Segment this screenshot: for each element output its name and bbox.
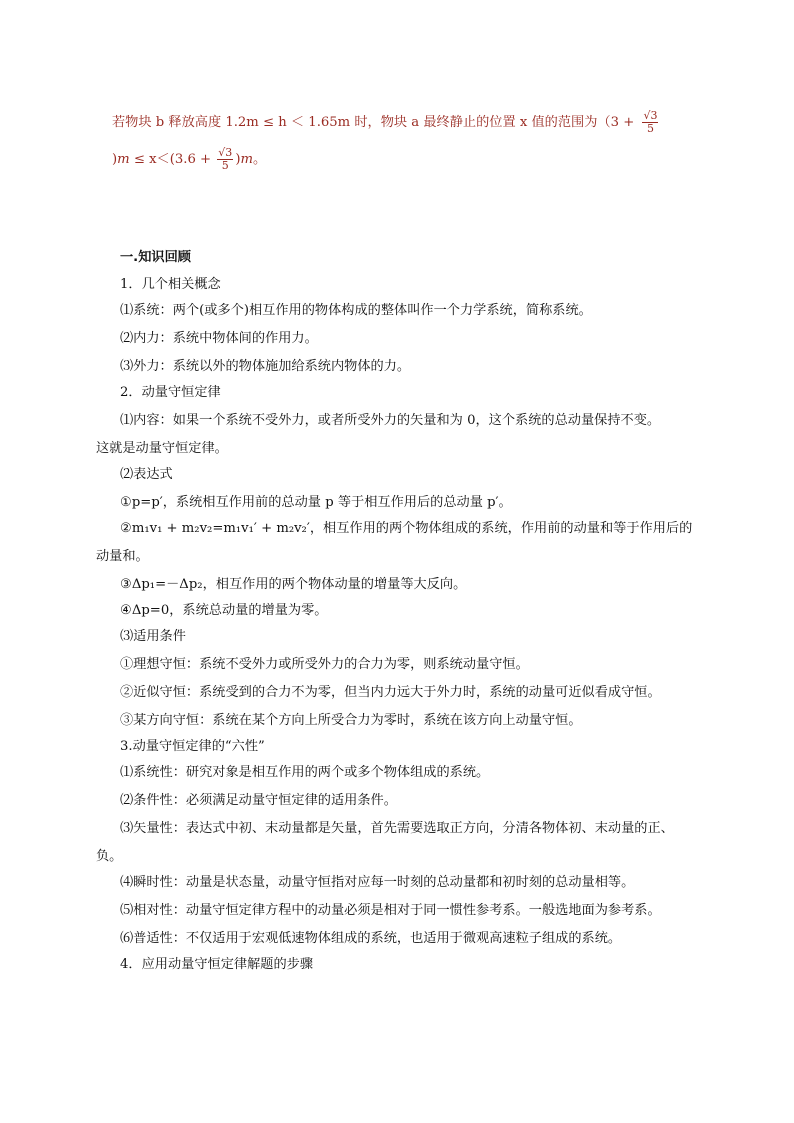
answer-range-text: ≤ x＜(3.6 + bbox=[129, 152, 212, 167]
sqrt3-over-5-fraction-2 bbox=[217, 147, 233, 172]
section-line: ⑴内容：如果一个系统不受外力，或者所受外力的矢量和为 0，这个系统的总动量保持不变。 bbox=[120, 413, 661, 428]
fraction-numerator: √3 bbox=[218, 146, 233, 159]
section-line: ④Δp=0，系统总动量的增量为零。 bbox=[120, 603, 328, 618]
section-line: 这就是动量守恒定律。 bbox=[96, 441, 228, 456]
fraction-denominator: 5 bbox=[646, 122, 654, 135]
section-line: ⑴系统：两个(或多个)相互作用的物体构成的整体叫作一个力学系统，简称系统。 bbox=[120, 303, 592, 318]
section-line: 3.动量守恒定律的“六性” bbox=[120, 739, 265, 754]
sqrt3-over-5-fraction-1 bbox=[642, 110, 658, 135]
answer-text-1: 若物块 b 释放高度 1.2m ≤ h ＜ 1.65m 时，物块 a 最终静止的位置 x 值的范围为（3 + bbox=[112, 115, 635, 130]
answer-line-2: )m ≤ x＜(3.6 + $\frac{√3}{5}$ )m。 bbox=[112, 146, 267, 172]
section-line: ③Δp₁=－Δp₂，相互作用的两个物体动量的增量等大反向。 bbox=[120, 577, 467, 592]
answer-end: 。 bbox=[252, 152, 267, 167]
section-line: ②m₁v₁ + m₂v₂=m₁v₁′ + m₂v₂′，相互作用的两个物体组成的系统，作用前的动量和等于作用后的 bbox=[120, 521, 693, 536]
section-line: 4．应用动量守恒定律解题的步骤 bbox=[120, 957, 314, 972]
answer-line-1 bbox=[112, 110, 660, 135]
section-line: ⑵表达式 bbox=[120, 467, 173, 482]
section-line: ①理想守恒：系统不受外力或所受外力的合力为零，则系统动量守恒。 bbox=[120, 657, 529, 672]
section-line: ②近似守恒：系统受到的合力不为零，但当内力远大于外力时，系统的动量可近似看成守恒。 bbox=[120, 685, 661, 700]
section-line: 1．几个相关概念 bbox=[120, 277, 221, 292]
section-line: ①p=p′，系统相互作用前的总动量 p 等于相互作用后的总动量 p′。 bbox=[120, 495, 512, 510]
section-line: ⑵内力：系统中物体间的作用力。 bbox=[120, 331, 318, 346]
section-line: ⑶适用条件 bbox=[120, 629, 186, 644]
section-title: 一.知识回顾 bbox=[120, 250, 191, 265]
answer-unit-m: m bbox=[117, 152, 130, 167]
section-line: ⑶矢量性：表达式中初、末动量都是矢量，首先需要选取正方向，分清各物体初、末动量的正、 bbox=[120, 821, 674, 836]
section-line: ③某方向守恒：系统在某个方向上所受合力为零时，系统在该方向上动量守恒。 bbox=[120, 713, 582, 728]
section-line: 动量和。 bbox=[96, 549, 149, 564]
section-line: ⑴系统性：研究对象是相互作用的两个或多个物体组成的系统。 bbox=[120, 765, 490, 780]
section-line: ⑸相对性：动量守恒定律方程中的动量必须是相对于同一惯性参考系。一般选地面为参考系。 bbox=[120, 903, 661, 918]
section-line: ⑶外力：系统以外的物体施加给系统内物体的力。 bbox=[120, 359, 411, 374]
section-line: 负。 bbox=[96, 849, 123, 864]
section-line: 2．动量守恒定律 bbox=[120, 385, 221, 400]
section-line: ⑷瞬时性：动量是状态量，动量守恒指对应每一时刻的总动量都和初时刻的总动量相等。 bbox=[120, 875, 635, 890]
fraction-numerator: √3 bbox=[643, 109, 658, 122]
fraction-denominator: 5 bbox=[221, 159, 229, 172]
section-line: ⑹普适性：不仅适用于宏观低速物体组成的系统，也适用于微观高速粒子组成的系统。 bbox=[120, 931, 622, 946]
answer-unit-m-2: m bbox=[240, 152, 253, 167]
answer-paren: ) bbox=[112, 152, 118, 167]
section-line: ⑵条件性：必须满足动量守恒定律的适用条件。 bbox=[120, 793, 397, 808]
